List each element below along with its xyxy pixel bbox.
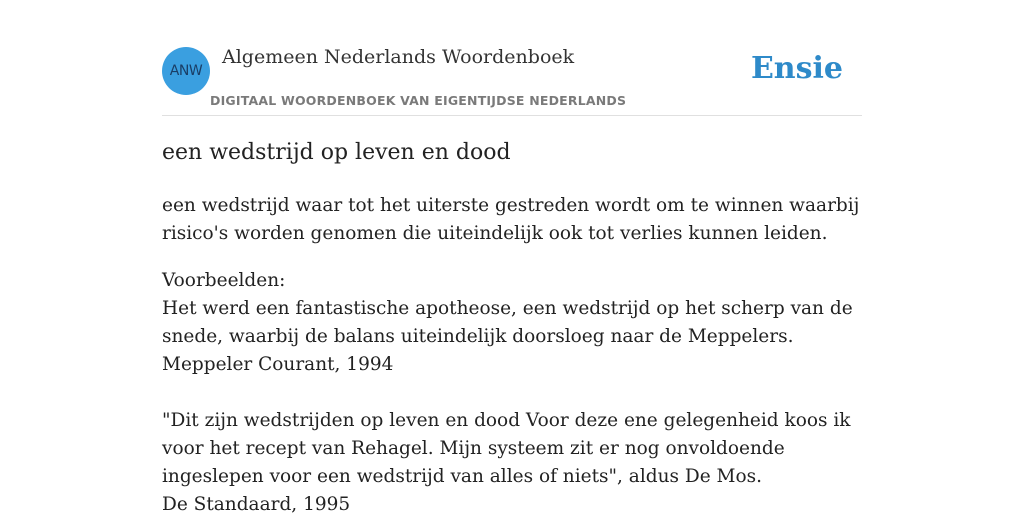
site-title[interactable]: Algemeen Nederlands Woordenboek xyxy=(222,46,575,68)
example-source: Meppeler Courant, 1994 xyxy=(162,354,394,375)
examples-section xyxy=(162,267,862,519)
example-text: "Dit zijn wedstrijden op leven en dood Voor deze ene gelegenheid koos ik voor het recept van Rehagel. Mijn systeem zit er nog onvoldoende ingeslepen voor een wedstrijd van alles of niets", aldus De Mos. xyxy=(162,410,851,487)
header-divider xyxy=(162,115,862,116)
example-text: Het werd een fantastische apotheose, een wedstrijd op het scherp van de snede, waarbij de balans uiteindelijk doorsloeg naar de Meppelers. xyxy=(162,298,853,347)
ensie-brand-link[interactable]: Ensie xyxy=(750,51,843,86)
anw-logo[interactable]: ANW xyxy=(162,47,210,95)
site-subtitle: DIGITAAL WOORDENBOEK VAN EIGENTIJDSE NEDERLANDS xyxy=(210,93,627,108)
examples-label: Voorbeelden: xyxy=(162,270,286,291)
example-spacer xyxy=(162,379,862,407)
entry-headword: een wedstrijd op leven en dood xyxy=(162,140,511,165)
example-source: De Standaard, 1995 xyxy=(162,494,351,515)
entry-definition: een wedstrijd waar tot het uiterste gestreden wordt om te winnen waarbij risico's worden genomen die uiteindelijk ook tot verlies kunnen leiden. xyxy=(162,195,860,244)
